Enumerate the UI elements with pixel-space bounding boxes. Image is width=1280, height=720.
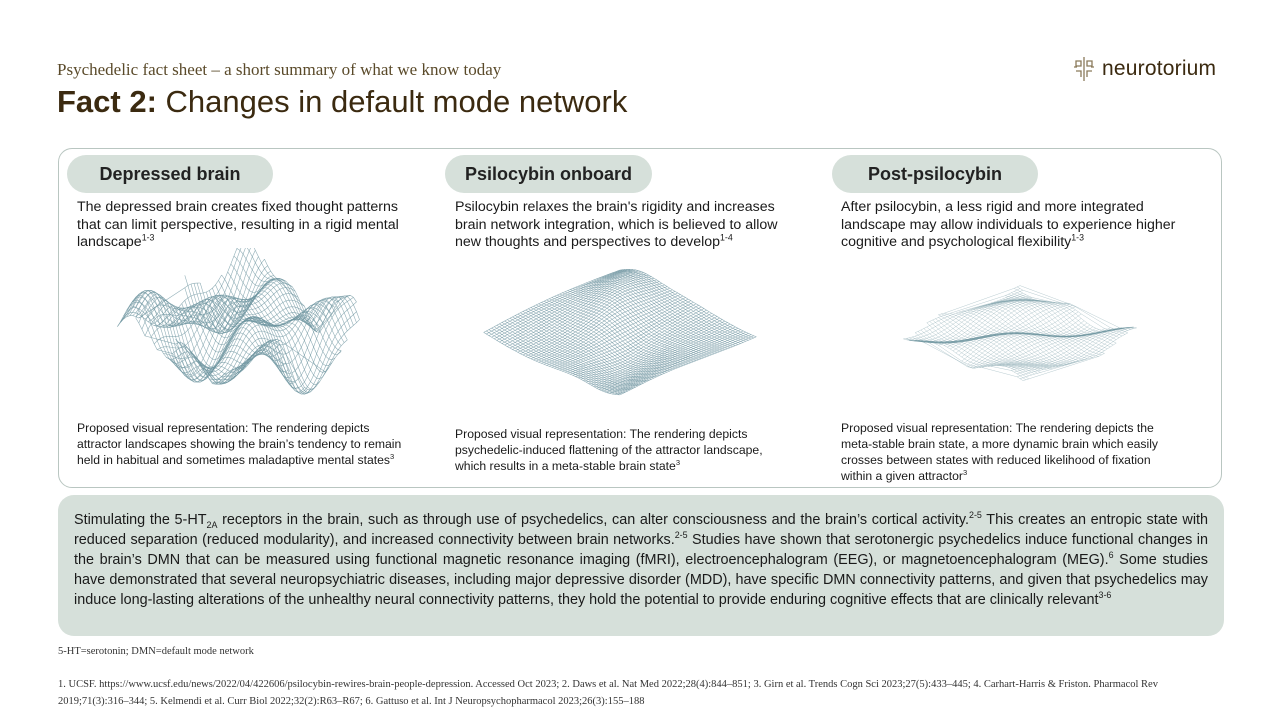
flattened-landscape-rendering — [475, 258, 765, 408]
title-bold: Fact 2: — [57, 84, 157, 119]
caption-post-psilocybin: Proposed visual representation: The rendering depicts the meta-stable brain state, a more dynamic brain which easily crosses between states with reduced likelihood of fixation within a given attractor$^3$ — [841, 421, 1159, 483]
summary-box: Stimulating the $5-HT_{2A}$ receptors in the brain, such as through use of psychedelics, can alter consciousness and the brain’s cortical activity.$^{2-5}$ This creates an entropic state with reduced separation (reduced modularity), and increased connectivity between brain networks.$^{2-5}$ Studies have shown that serotonergic psychedelics induce functional changes in the brain’s DMN that can be measured using functional magnetic resonance imaging (fMRI), electroencephalogram (EEG), or magnetoencephalogram (MEG).$^6$ Some studies have demonstrated that several neuropsychiatric diseases, including major depressive disorder (MDD), have specific DMN connectivity patterns, and given that psychedelics may induce long-lasting alterations of the unhealthy neural connectivity patterns, they hold the potential to provide enduring cognitive effects that are clinically relevant$^{3-6}$ — [58, 495, 1224, 636]
meta-stable-landscape-rendering — [865, 275, 1175, 395]
description-psilocybin-onboard: Psilocybin relaxes the brain's rigidity and increases brain network integration, which is believed to allow new thoughts and perspectives to develop$^{1-4}$ — [455, 199, 778, 250]
rigid-landscape-rendering — [90, 248, 390, 408]
title-rest: Changes in default mode network — [156, 84, 628, 119]
page-subtitle: Psychedelic fact sheet – a short summary of what we know today — [57, 60, 502, 79]
caption-depressed-brain: Proposed visual representation: The rendering depicts attractor landscapes showing the brain’s tendency to remain held in habitual and sometimes maladaptive mental states$^3$ — [77, 421, 402, 467]
caption-psilocybin-onboard: Proposed visual representation: The rendering depicts psychedelic-induced flattening of the attractor landscape, which results in a meta-stable brain state$^3$ — [455, 427, 763, 473]
logo-text: neurotorium — [1102, 57, 1217, 80]
heading-post-psilocybin: Post-psilocybin — [832, 155, 1038, 193]
references: 1. UCSF. https://www.ucsf.edu/news/2022/04/422606/psilocybin-rewires-brain-people-depression. Accessed Oct 2023; 2. Daws et al. Nat Med 2022;28(4):844–851; 3. Girn et al. Trends Cogn Sci 2023;27(5):433–445; 4. Carhart-Harris & Friston. Pharmacol Rev 2019;71(3):316–344; 5. Kelmendi et al. Curr Biol 2022;32(2):R63–R67; 6. Gattuso et al. Int J Neuropsychopharmacol 2023;26(3):155–188 — [58, 679, 1158, 707]
description-post-psilocybin: After psilocybin, a less rigid and more integrated landscape may allow individuals to experience higher cognitive and psychological flexibility$^{1-3}$ — [841, 199, 1176, 250]
logo-mark-icon — [1072, 55, 1096, 83]
description-depressed-brain: The depressed brain creates fixed thought patterns that can limit perspective, resulting in a rigid mental landscape$^{1-3}$ — [77, 199, 399, 250]
abbreviations: 5-HT=serotonin; DMN=default mode network — [58, 646, 254, 657]
neurotorium-logo — [1072, 55, 1216, 83]
page-title — [57, 84, 627, 120]
heading-depressed-brain: Depressed brain — [67, 155, 273, 193]
heading-psilocybin-onboard: Psilocybin onboard — [445, 155, 652, 193]
